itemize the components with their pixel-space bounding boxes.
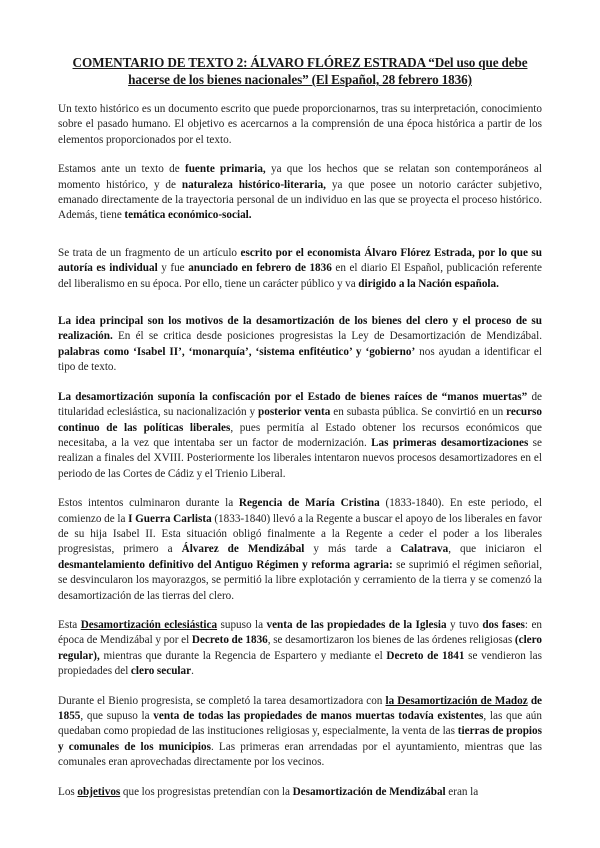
paragraph-desamortizacion: La desamortización suponía la confiscación por el Estado de bienes raíces de “manos muertas” de titularidad eclesiástica, su nacionalización y posterior venta en subasta pública. Se convirtió en un recurso continuo de las políticas liberales, pues permitía al Estado obtener los recursos económicos que necesitaba, a la vez que intentaba ser un factor de modernización. Las primeras desamortizaciones se realizan a finales del XVIII. Posteriormente los liberales intentaron nuevos procesos desamortizadores en el periodo de las Cortes de Cádiz y el Trienio Liberal. [58,390,543,480]
paragraph-regencia: Estos intentos culminaron durante la Regencia de María Cristina (1833-1840). En este periodo, el comienzo de la I Guerra Carlista (1833-1840) llevó a la Regente a buscar el apoyo de los liberales en favor de su hija Isabel II. Esta situación obligó finalmente a la Regente a ceder el poder a los liberales progresistas, primero a Álvarez de Mendizábal y más tarde a Calatrava, que iniciaron el desmantelamiento definitivo del Antiguo Régimen y reforma agraria: se suprimió el régimen señorial, se desvincularon los mayorazgos, se permitió la libre explotación y cerramiento de la tierra y se comenzó la desamortización de las tierras del clero. [58,497,542,602]
document-title: COMENTARIO DE TEXTO 2: ÁLVARO FLÓREZ ESTRADA “Del uso que debe hacerse de los bienes nacionales” (El Español, 28 febrero 1836) [72,55,528,87]
paragraph-source-type: Estamos ante un texto de fuente primaria, ya que los hechos que se relatan son contemporáneos al momento histórico, y de naturaleza histórico-literaria, ya que posee un notorio carácter subjetivo, emanado directamente de la trayectoria personal de un individuo en las que se proyecta el proceso histórico. Además, tiene temática económico-social. [58,163,542,222]
paragraph-objetivos: Los objetivos que los progresistas pretendían con la Desamortización de Mendizábal eran la [58,785,479,798]
document-page [58,54,542,814]
paragraph-main-idea: La idea principal son los motivos de la desamortización de los bienes del clero y el proceso de su realización. En él se critica desde posiciones progresistas la Ley de Desamortización de Mendizábal. palabras como ‘Isabel II’, ‘monarquía’, ‘sistema enfitéutico’ y ‘gobierno’ nos ayudan a identificar el tipo de texto. [58,315,543,374]
paragraph-author: Se trata de un fragmento de un artículo escrito por el economista Álvaro Flórez Estrada, por lo que su autoría es individual y fue anunciado en febrero de 1836 en el diario El Español, publicación referente del liberalismo en su época. Por ello, tiene un carácter público y va dirigido a la Nación española. [58,246,543,290]
paragraph-eclesiastica: Esta Desamortización eclesiástica supuso la venta de las propiedades de la Iglesia y tuvo dos fases: en época de Mendizábal y por el Decreto de 1836, se desamortizaron los bienes de las órdenes religiosas (clero regular), mientras que durante la Regencia de Espartero y mediante el Decreto de 1841 se vendieron las propiedades del clero secular. [58,618,543,678]
paragraph-madoz: Durante el Bienio progresista, se completó la tarea desamortizadora con la Desamortización de Madoz de 1855, que supuso la venta de todas las propiedades de manos muertas todavía existentes, las que aún quedaban como propiedad de las instituciones religiosas y, especialmente, la venta de las tierras de propios y comunales de los municipios. Las primeras eran arrendadas por el ayuntamiento, mientras que las comunales eran aprovechadas directamente por los vecinos. [58,694,542,769]
paragraph-intro: Un texto histórico es un documento escrito que puede proporcionarnos, tras su interpretación, conocimiento sobre el pasado humano. El objetivo es acercarnos a la comprensión de una época histórica a partir de los elementos proporcionados por el texto. [58,103,542,146]
